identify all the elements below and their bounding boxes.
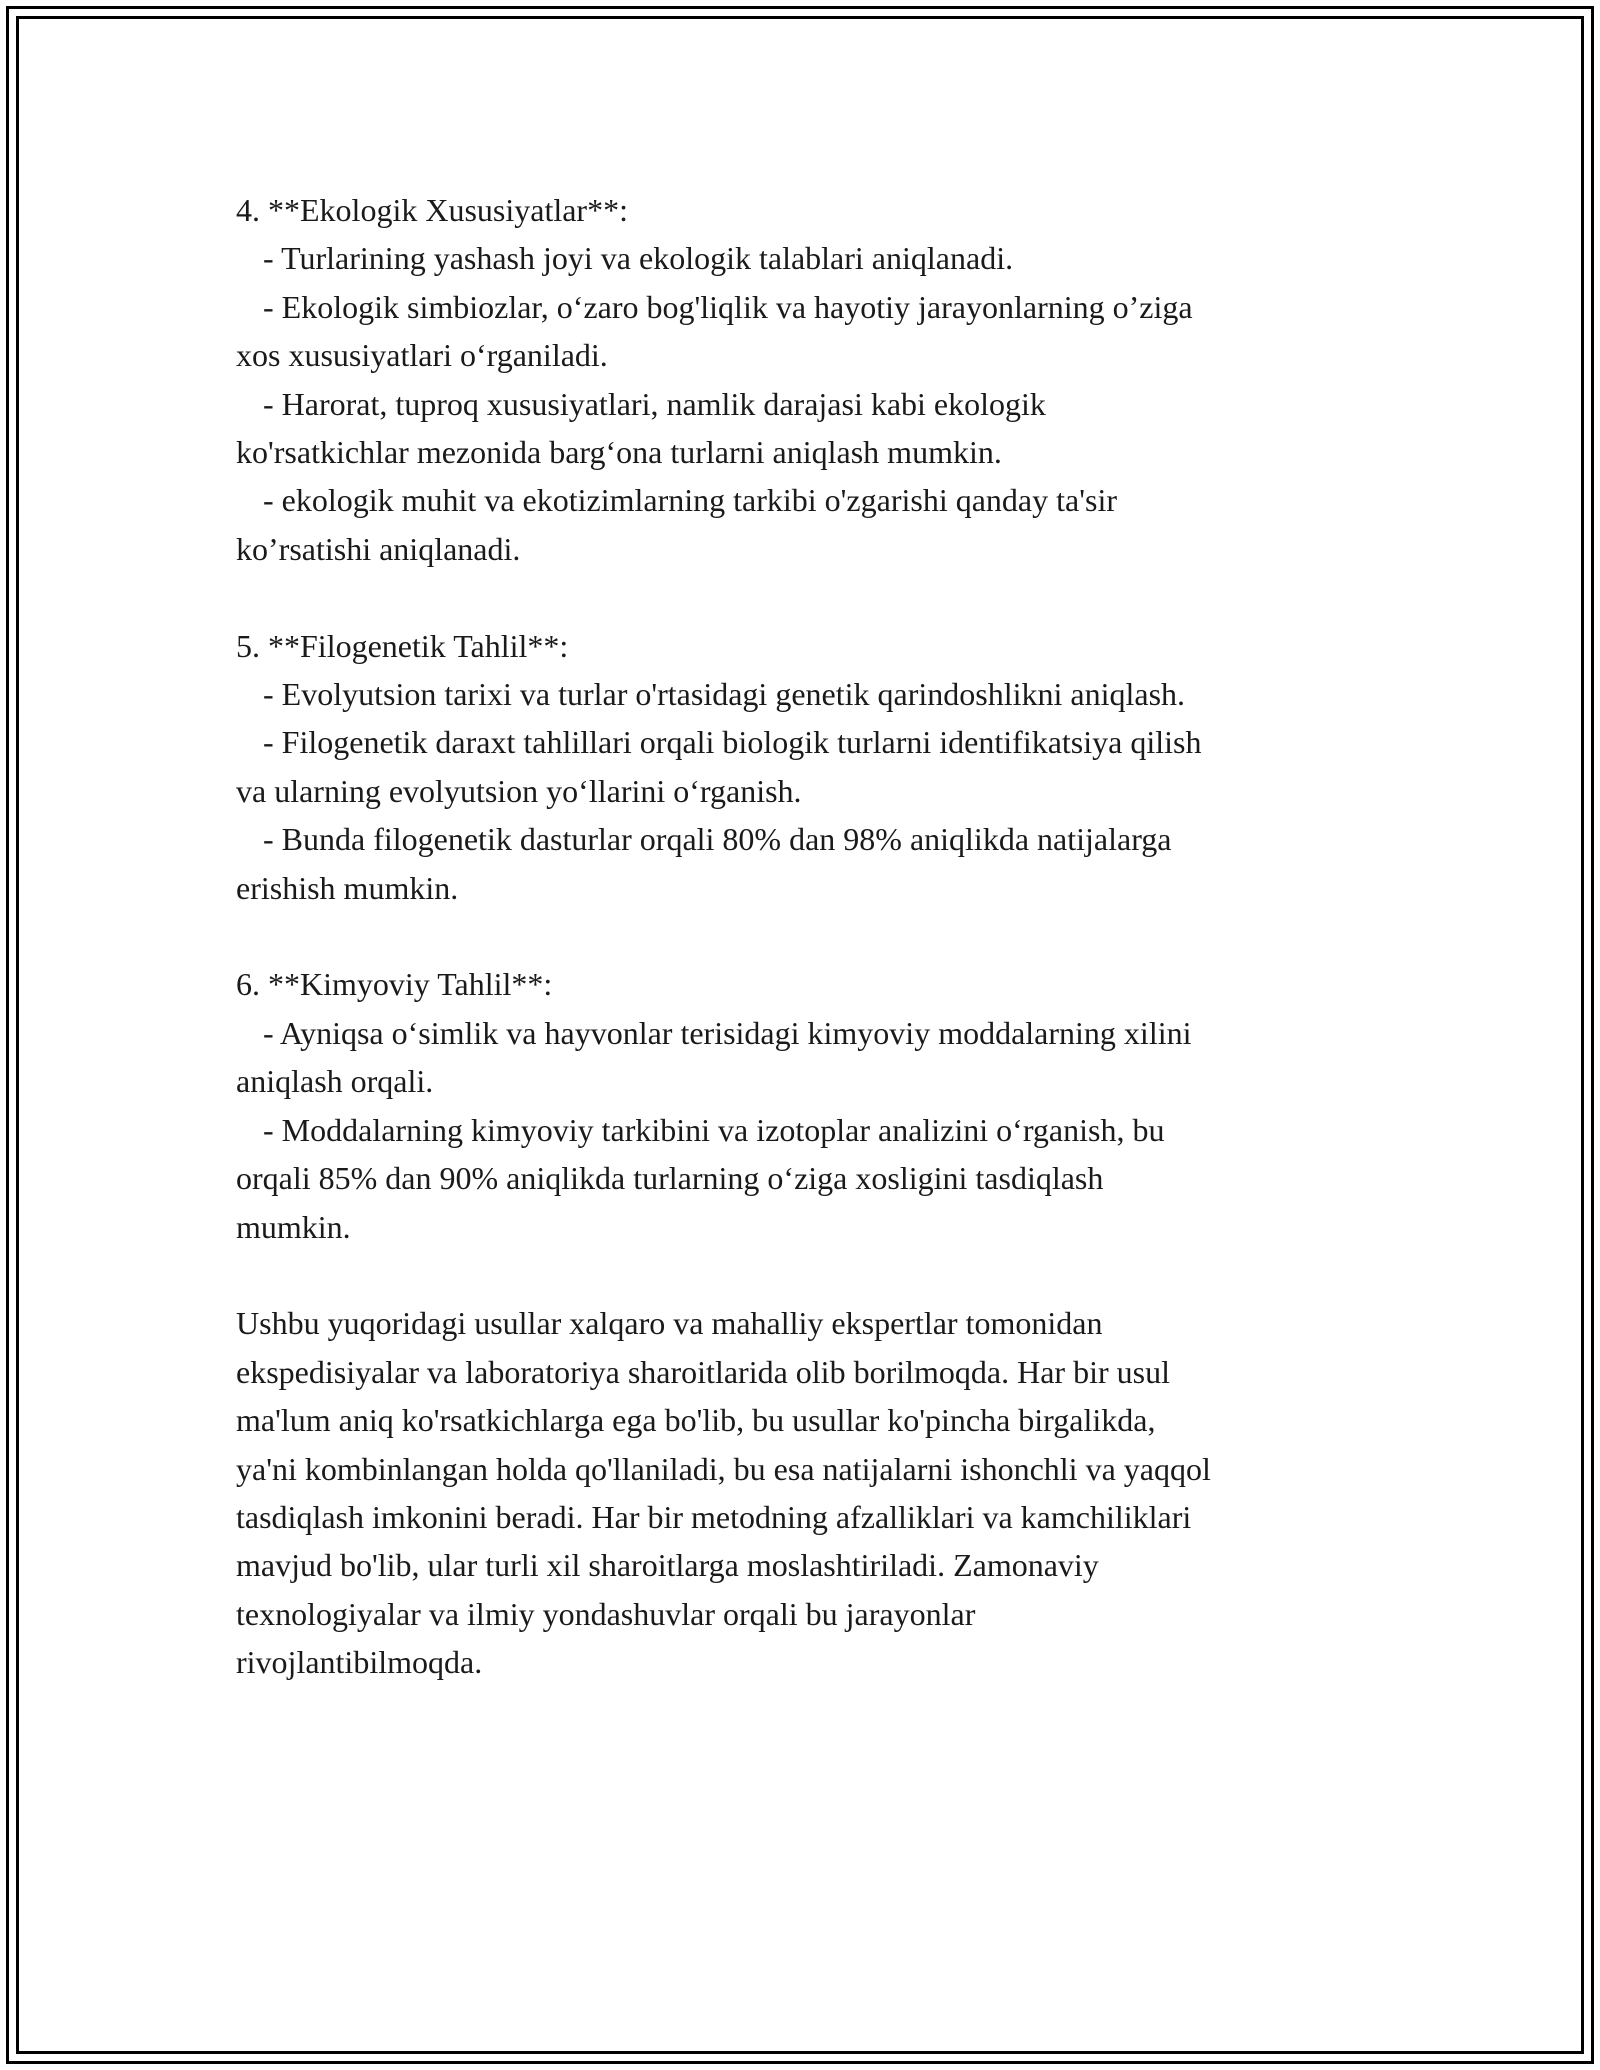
section-ekologik xyxy=(236,186,1366,573)
list-item-text: - Ekologik simbiozlar, o‘zaro bog'liqlik va hayotiy jarayonlarning o’ziga xyxy=(263,288,1193,325)
paragraph-line: texnologiyalar va ilmiy yondashuvlar orqali bu jarayonlar xyxy=(236,1595,976,1632)
section-heading: 6. **Kimyoviy Tahlil**: xyxy=(236,966,553,1003)
paragraph-line: Ushbu yuqoridagi usullar xalqaro va mahalliy ekspertlar tomonidan xyxy=(236,1305,1103,1342)
list-item-text: - Bunda filogenetik dasturlar orqali 80% dan 98% aniqlikda natijalarga xyxy=(263,821,1172,858)
paragraph-spacer xyxy=(236,573,1366,621)
list-item-text: mumkin. xyxy=(236,1208,351,1245)
list-item-text: aniqlash orqali. xyxy=(236,1063,434,1100)
list-item xyxy=(236,283,1366,380)
section-heading: 5. **Filogenetik Tahlil**: xyxy=(236,627,569,664)
paragraph-line: rivojlantibilmoqda. xyxy=(236,1644,483,1681)
list-item xyxy=(236,380,1366,477)
paragraph-line: ekspedisiyalar va laboratoriya sharoitlarida olib borilmoqda. Har bir usul xyxy=(236,1353,1170,1390)
list-item-text: - Evolyutsion tarixi va turlar o'rtasidagi genetik qarindoshlikni aniqlash. xyxy=(263,676,1186,713)
list-item-text: - Filogenetik daraxt tahlillari orqali biologik turlarni identifikatsiya qilish xyxy=(263,724,1202,761)
section-kimyoviy xyxy=(236,960,1366,1250)
paragraph-line: ma'lum aniq ko'rsatkichlarga ega bo'lib, bu usullar ko'pincha birgalikda, xyxy=(236,1402,1156,1439)
paragraph-spacer xyxy=(236,912,1366,960)
paragraph-line: ya'ni kombinlangan holda qo'llaniladi, bu esa natijalarni ishonchli va yaqqol xyxy=(236,1450,1211,1487)
list-item-text: - Turlarining yashash joyi va ekologik talablari aniqlanadi. xyxy=(263,240,1014,277)
section-filogenetik xyxy=(236,622,1366,912)
list-item xyxy=(236,1106,1366,1251)
list-item xyxy=(236,1009,1366,1106)
list-item xyxy=(236,234,1366,282)
document-body xyxy=(236,186,1366,1687)
paragraph-line: tasdiqlash imkonini beradi. Har bir metodning afzalliklari va kamchiliklari xyxy=(236,1498,1192,1535)
list-item-text: - ekologik muhit va ekotizimlarning tarkibi o'zgarishi qanday ta'sir xyxy=(263,482,1117,519)
list-item-text: - Ayniqsa o‘simlik va hayvonlar terisidagi kimyoviy moddalarning xilini xyxy=(263,1014,1192,1051)
list-item-text: erishish mumkin. xyxy=(236,869,459,906)
list-item xyxy=(236,718,1366,815)
paragraph-line: mavjud bo'lib, ular turli xil sharoitlarga moslashtiriladi. Zamonaviy xyxy=(236,1547,1099,1584)
list-item-text: ko’rsatishi aniqlanadi. xyxy=(236,530,521,567)
paragraph-spacer xyxy=(236,1251,1366,1299)
section-heading: 4. **Ekologik Xususiyatlar**: xyxy=(236,192,628,228)
list-item-text: ko'rsatkichlar mezonida barg‘ona turlarni aniqlash mumkin. xyxy=(236,434,1002,471)
list-item xyxy=(236,815,1366,912)
list-item-text: - Harorat, tuproq xususiyatlari, namlik darajasi kabi ekologik xyxy=(263,385,1046,422)
list-item-text: - Moddalarning kimyoviy tarkibini va izotoplar analizini o‘rganish, bu xyxy=(263,1111,1165,1148)
list-item xyxy=(236,670,1366,718)
list-item xyxy=(236,476,1366,573)
conclusion-paragraph xyxy=(236,1299,1366,1686)
list-item-text: xos xususiyatlari o‘rganiladi. xyxy=(236,337,608,374)
list-item-text: orqali 85% dan 90% aniqlikda turlarning o‘ziga xosligini tasdiqlash xyxy=(236,1160,1104,1197)
list-item-text: va ularning evolyutsion yo‘llarini o‘rganish. xyxy=(236,772,802,809)
